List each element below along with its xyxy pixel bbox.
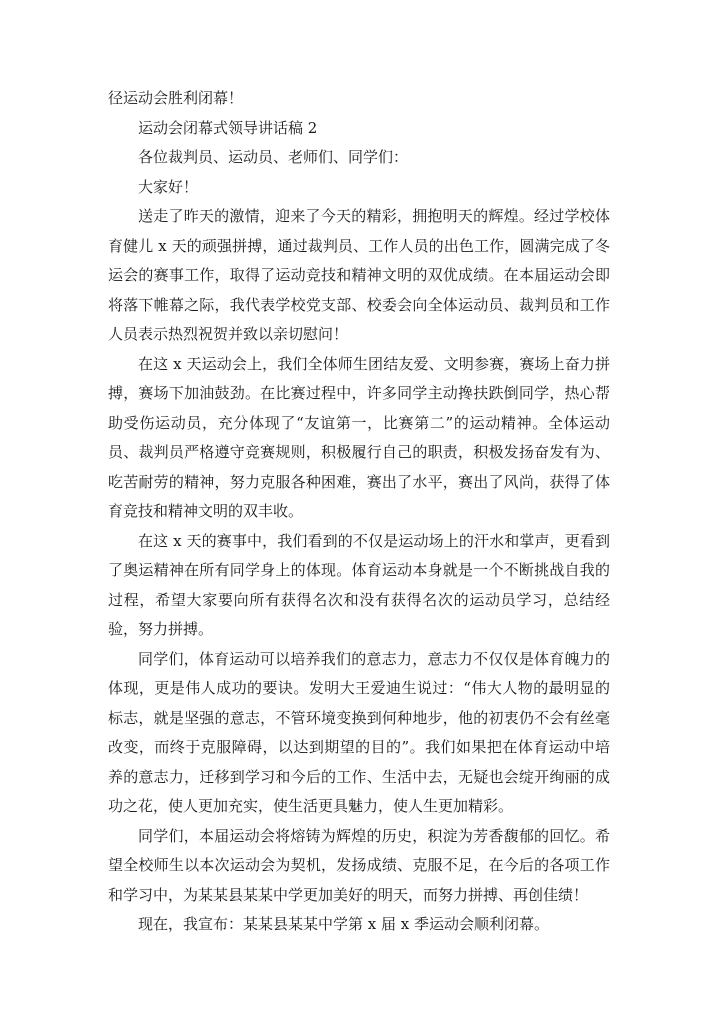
paragraph-2: 在这 x 天运动会上，我们全体师生团结友爱、文明参赛，赛场上奋力拼搏，赛场下加油鼓劲。在比赛过程中，许多同学主动搀扶跌倒同学，热心帮助受伤运动员，充分体现了“友谊第一，比赛第二”的运动精神。全体运动员、裁判员严格遵守竞赛规则，积极履行自己的职责，积极发扬奋发有为、吃苦耐劳的精神，努力克服各种困难，赛出了水平，赛出了风尚，获得了体育竞技和精神文明的双丰收。: [108, 354, 610, 520]
document-body: [108, 84, 610, 940]
paragraph-4: 同学们，体育运动可以培养我们的意志力，意志力不仅仅是体育魄力的体现，更是伟人成功的要诀。发明大王爱迪生说过：“伟大人物的最明显的标志，就是坚强的意志，不管环境变换到何种地步，他的初衷仍不会有丝毫改变，而终于克服障碍，以达到期望的目的”。我们如果把在体育运动中培养的意志力，迁移到学习和今后的工作、生活中去，无疑也会绽开绚丽的成功之花，使人更加充实，使生活更具魅力，使人生更加精彩。: [108, 649, 610, 815]
paragraph-1: 送走了昨天的激情，迎来了今天的精彩，拥抱明天的辉煌。经过学校体育健儿 x 天的顽强拼搏，通过裁判员、工作人员的出色工作，圆满完成了冬运会的赛事工作，取得了运动竞技和精神文明的双优成绩。在本届运动会即将落下帷幕之际，我代表学校党支部、校委会向全体运动员、裁判员和工作人员表示热烈祝贺并致以亲切慰问！: [108, 207, 610, 343]
speech-title: 运动会闭幕式领导讲话稿 2: [138, 118, 318, 137]
closing-line-previous: 径运动会胜利闭幕！: [108, 89, 244, 107]
paragraph-3: 在这 x 天的赛事中，我们看到的不仅是运动场上的汗水和掌声，更看到了奥运精神在所有同学身上的体现。体育运动本身就是一个不断挑战自我的过程，希望大家要向所有获得名次和没有获得名次的运动员学习，总结经验，努力拼搏。: [108, 531, 610, 638]
greeting: 大家好！: [138, 177, 199, 196]
salutation: 各位裁判员、运动员、老师们、同学们：: [138, 148, 409, 166]
paragraph-5: 同学们，本届运动会将熔铸为辉煌的历史，积淀为芳香馥郁的回忆。希望全校师生以本次运动会为契机，发扬成绩、克服不足，在今后的各项工作和学习中，为某某县某某中学更加美好的明天，而努力拼搏、再创佳绩！: [108, 826, 610, 904]
paragraph-6: 现在，我宣布：某某县某某中学第 x 届 x 季运动会顺利闭幕。: [138, 915, 549, 933]
